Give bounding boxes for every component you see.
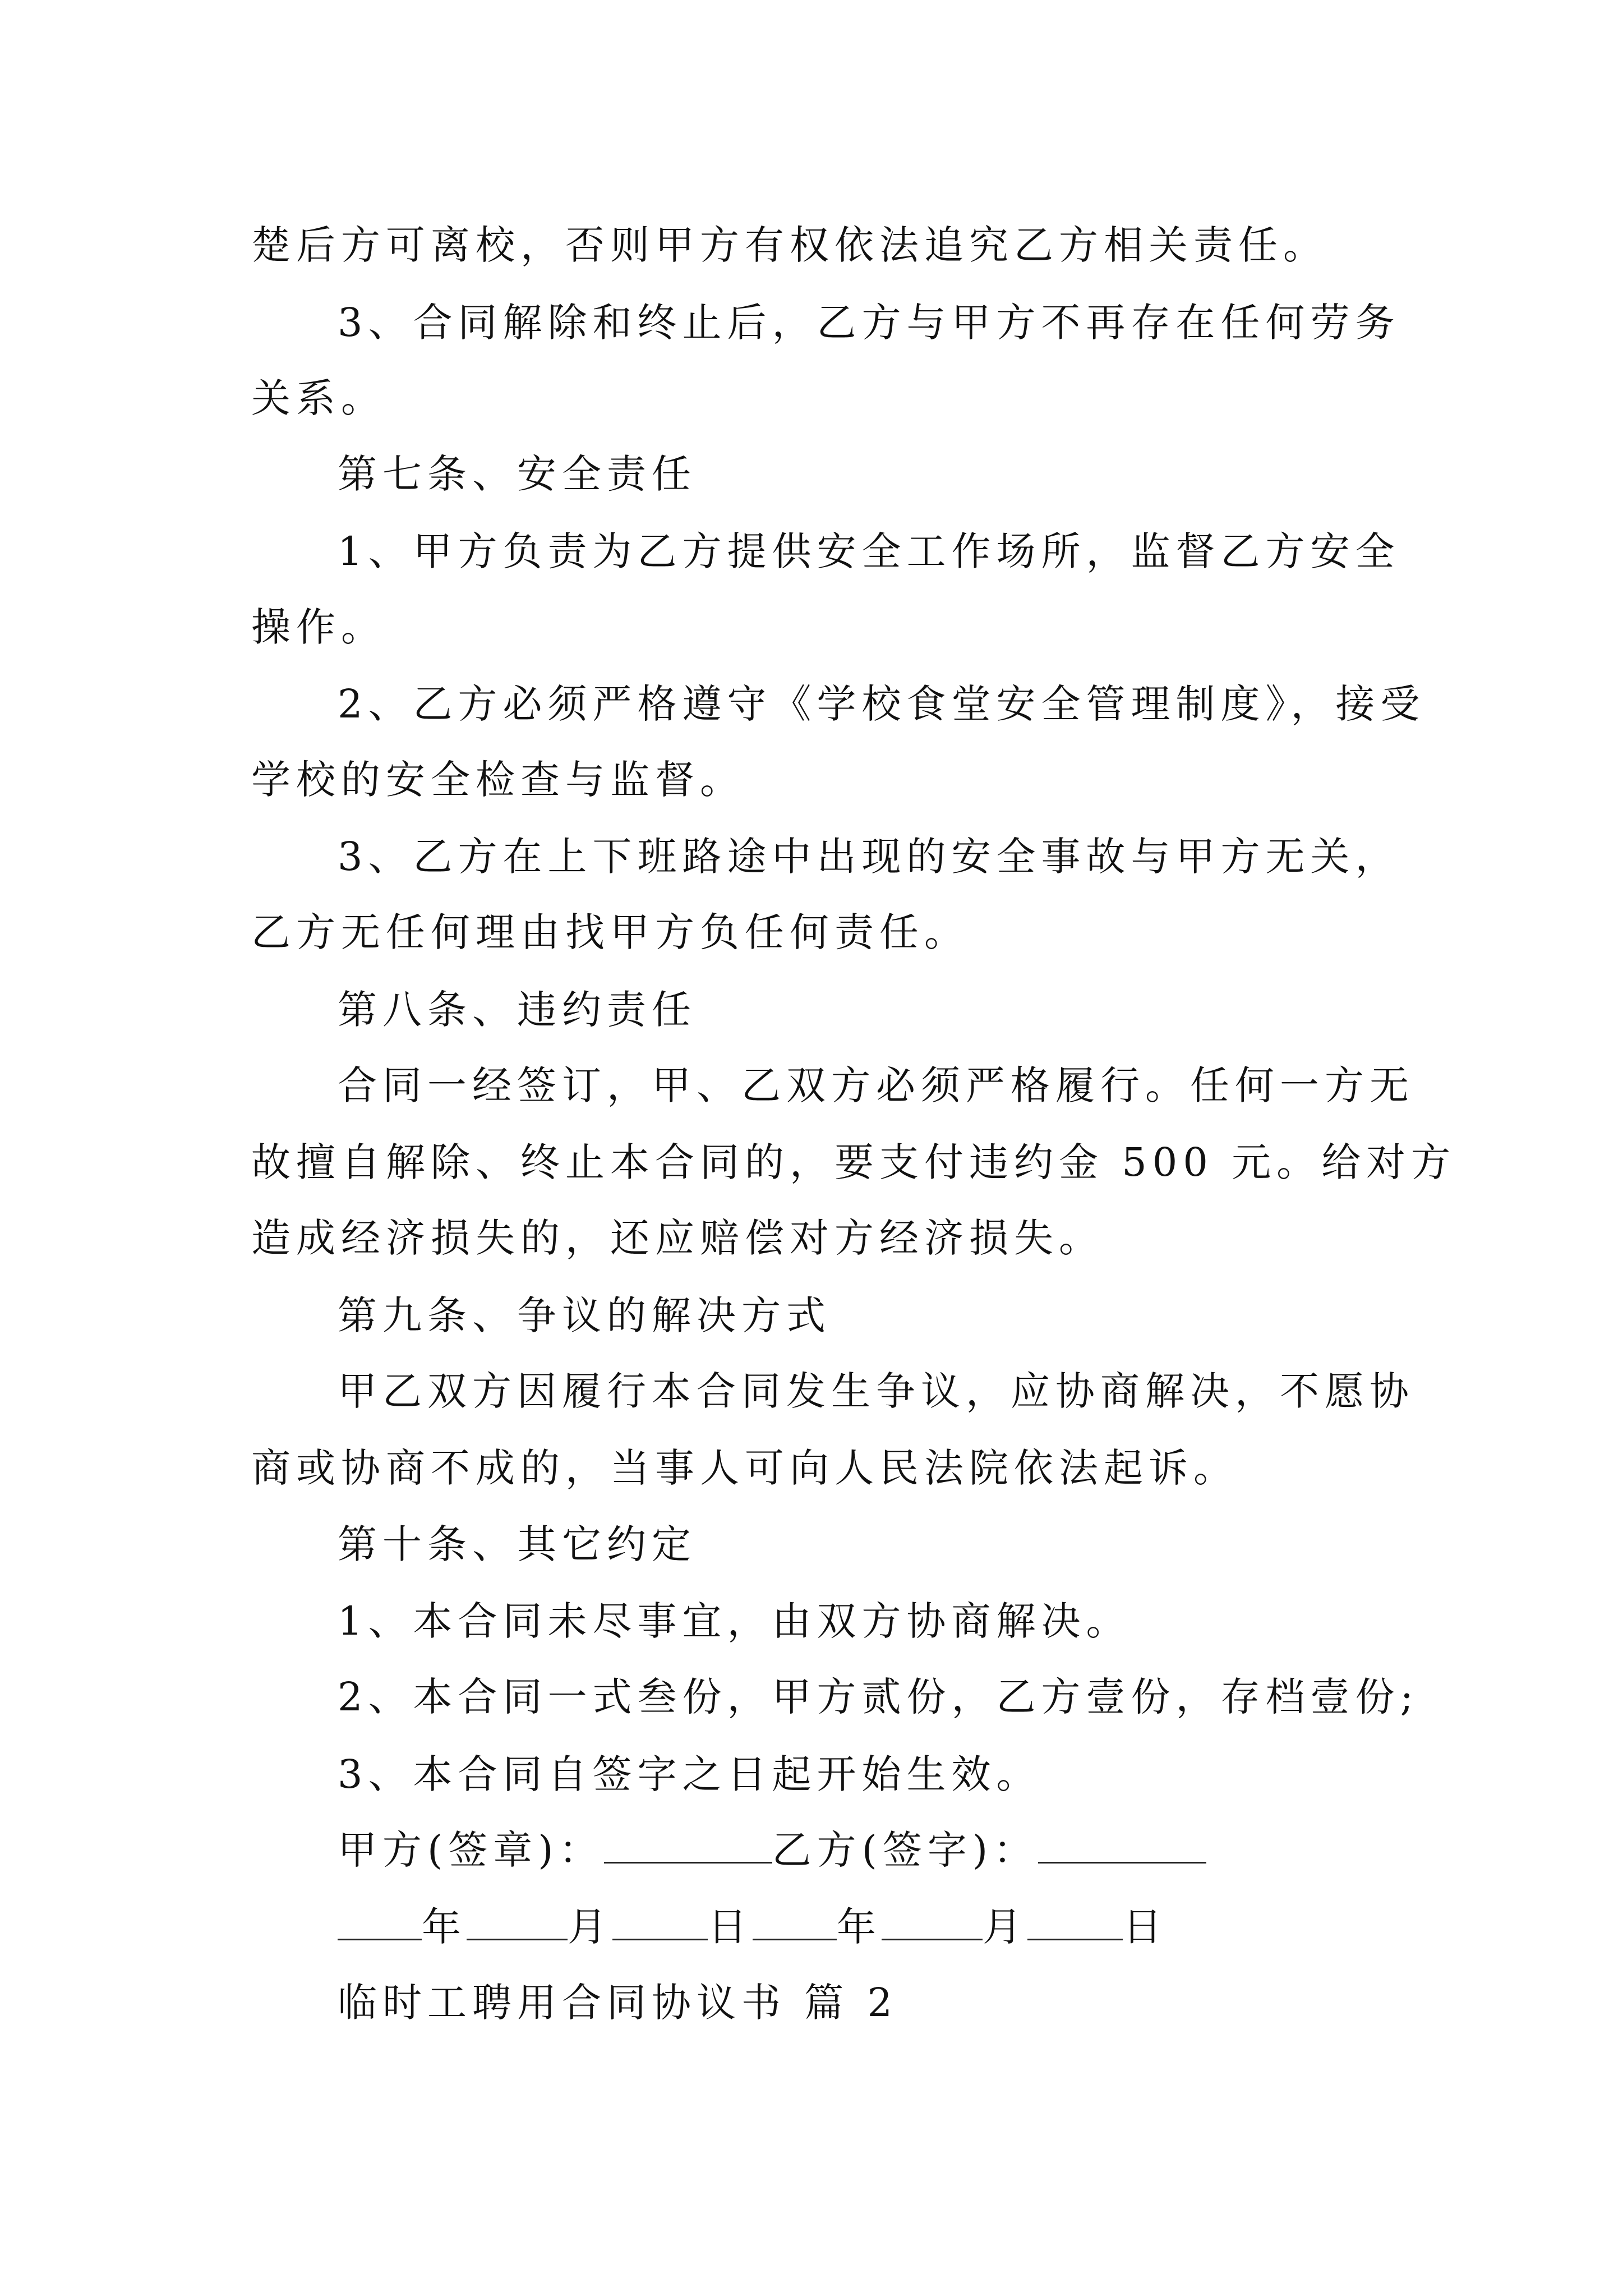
month-blank	[467, 1905, 568, 1940]
paragraph-line: 关系。	[251, 375, 386, 421]
year-blank	[753, 1905, 837, 1940]
party-b-signature-blank	[1038, 1828, 1206, 1864]
party-a-label: 甲方(签章)：	[338, 1827, 604, 1873]
article-heading: 第九条、争议的解决方式	[338, 1292, 831, 1338]
paragraph-line: 合同一经签订，甲、乙双方必须严格履行。任何一方无	[338, 1062, 1414, 1108]
paragraph-line: 乙方无任何理由找甲方负任何责任。	[251, 909, 969, 955]
paragraph-line: 楚后方可离校，否则甲方有权依法追究乙方相关责任。	[251, 222, 1328, 268]
paragraph-line: 故擅自解除、终止本合同的，要支付违约金 500 元。给对方	[251, 1139, 1456, 1185]
year-blank	[338, 1905, 422, 1940]
day-blank	[612, 1905, 708, 1940]
article-heading: 第七条、安全责任	[338, 451, 697, 497]
paragraph-line: 3、合同解除和终止后，乙方与甲方不再存在任何劳务	[338, 300, 1400, 346]
article-heading: 第八条、违约责任	[338, 987, 697, 1033]
article-heading: 第十条、其它约定	[338, 1521, 697, 1567]
paragraph-line: 商或协商不成的，当事人可向人民法院依法起诉。	[251, 1445, 1238, 1491]
year-label: 年	[837, 1904, 882, 1950]
month-label: 月	[568, 1904, 612, 1950]
paragraph-line: 2、本合同一式叁份，甲方贰份，乙方壹份，存档壹份;	[338, 1674, 1419, 1720]
paragraph-line: 2、乙方必须严格遵守《学校食堂安全管理制度》，接受	[338, 681, 1426, 727]
date-row	[338, 1902, 1168, 1952]
year-label: 年	[422, 1904, 467, 1950]
paragraph-line: 操作。	[251, 604, 386, 650]
paragraph-line: 1、甲方负责为乙方提供安全工作场所，监督乙方安全	[338, 528, 1400, 574]
day-label: 日	[708, 1904, 753, 1950]
paragraph-line: 3、本合同自签字之日起开始生效。	[338, 1751, 1041, 1797]
paragraph-line: 甲乙双方因履行本合同发生争议，应协商解决，不愿协	[338, 1368, 1414, 1414]
paragraph-line: 1、本合同未尽事宜，由双方协商解决。	[338, 1598, 1131, 1644]
paragraph-line: 学校的安全检查与监督。	[251, 757, 745, 803]
paragraph-line: 3、乙方在上下班路途中出现的安全事故与甲方无关，	[338, 834, 1400, 880]
party-a-signature-blank	[604, 1828, 772, 1864]
day-label: 日	[1123, 1904, 1168, 1950]
party-b-label: 乙方(签字)：	[772, 1827, 1039, 1873]
paragraph-line: 造成经济损失的，还应赔偿对方经济损失。	[251, 1215, 1104, 1261]
day-blank	[1027, 1905, 1123, 1940]
month-label: 月	[983, 1904, 1027, 1950]
month-blank	[882, 1905, 983, 1940]
section-heading: 临时工聘用合同协议书 篇 2	[338, 1980, 898, 2026]
signature-row	[338, 1825, 1206, 1875]
